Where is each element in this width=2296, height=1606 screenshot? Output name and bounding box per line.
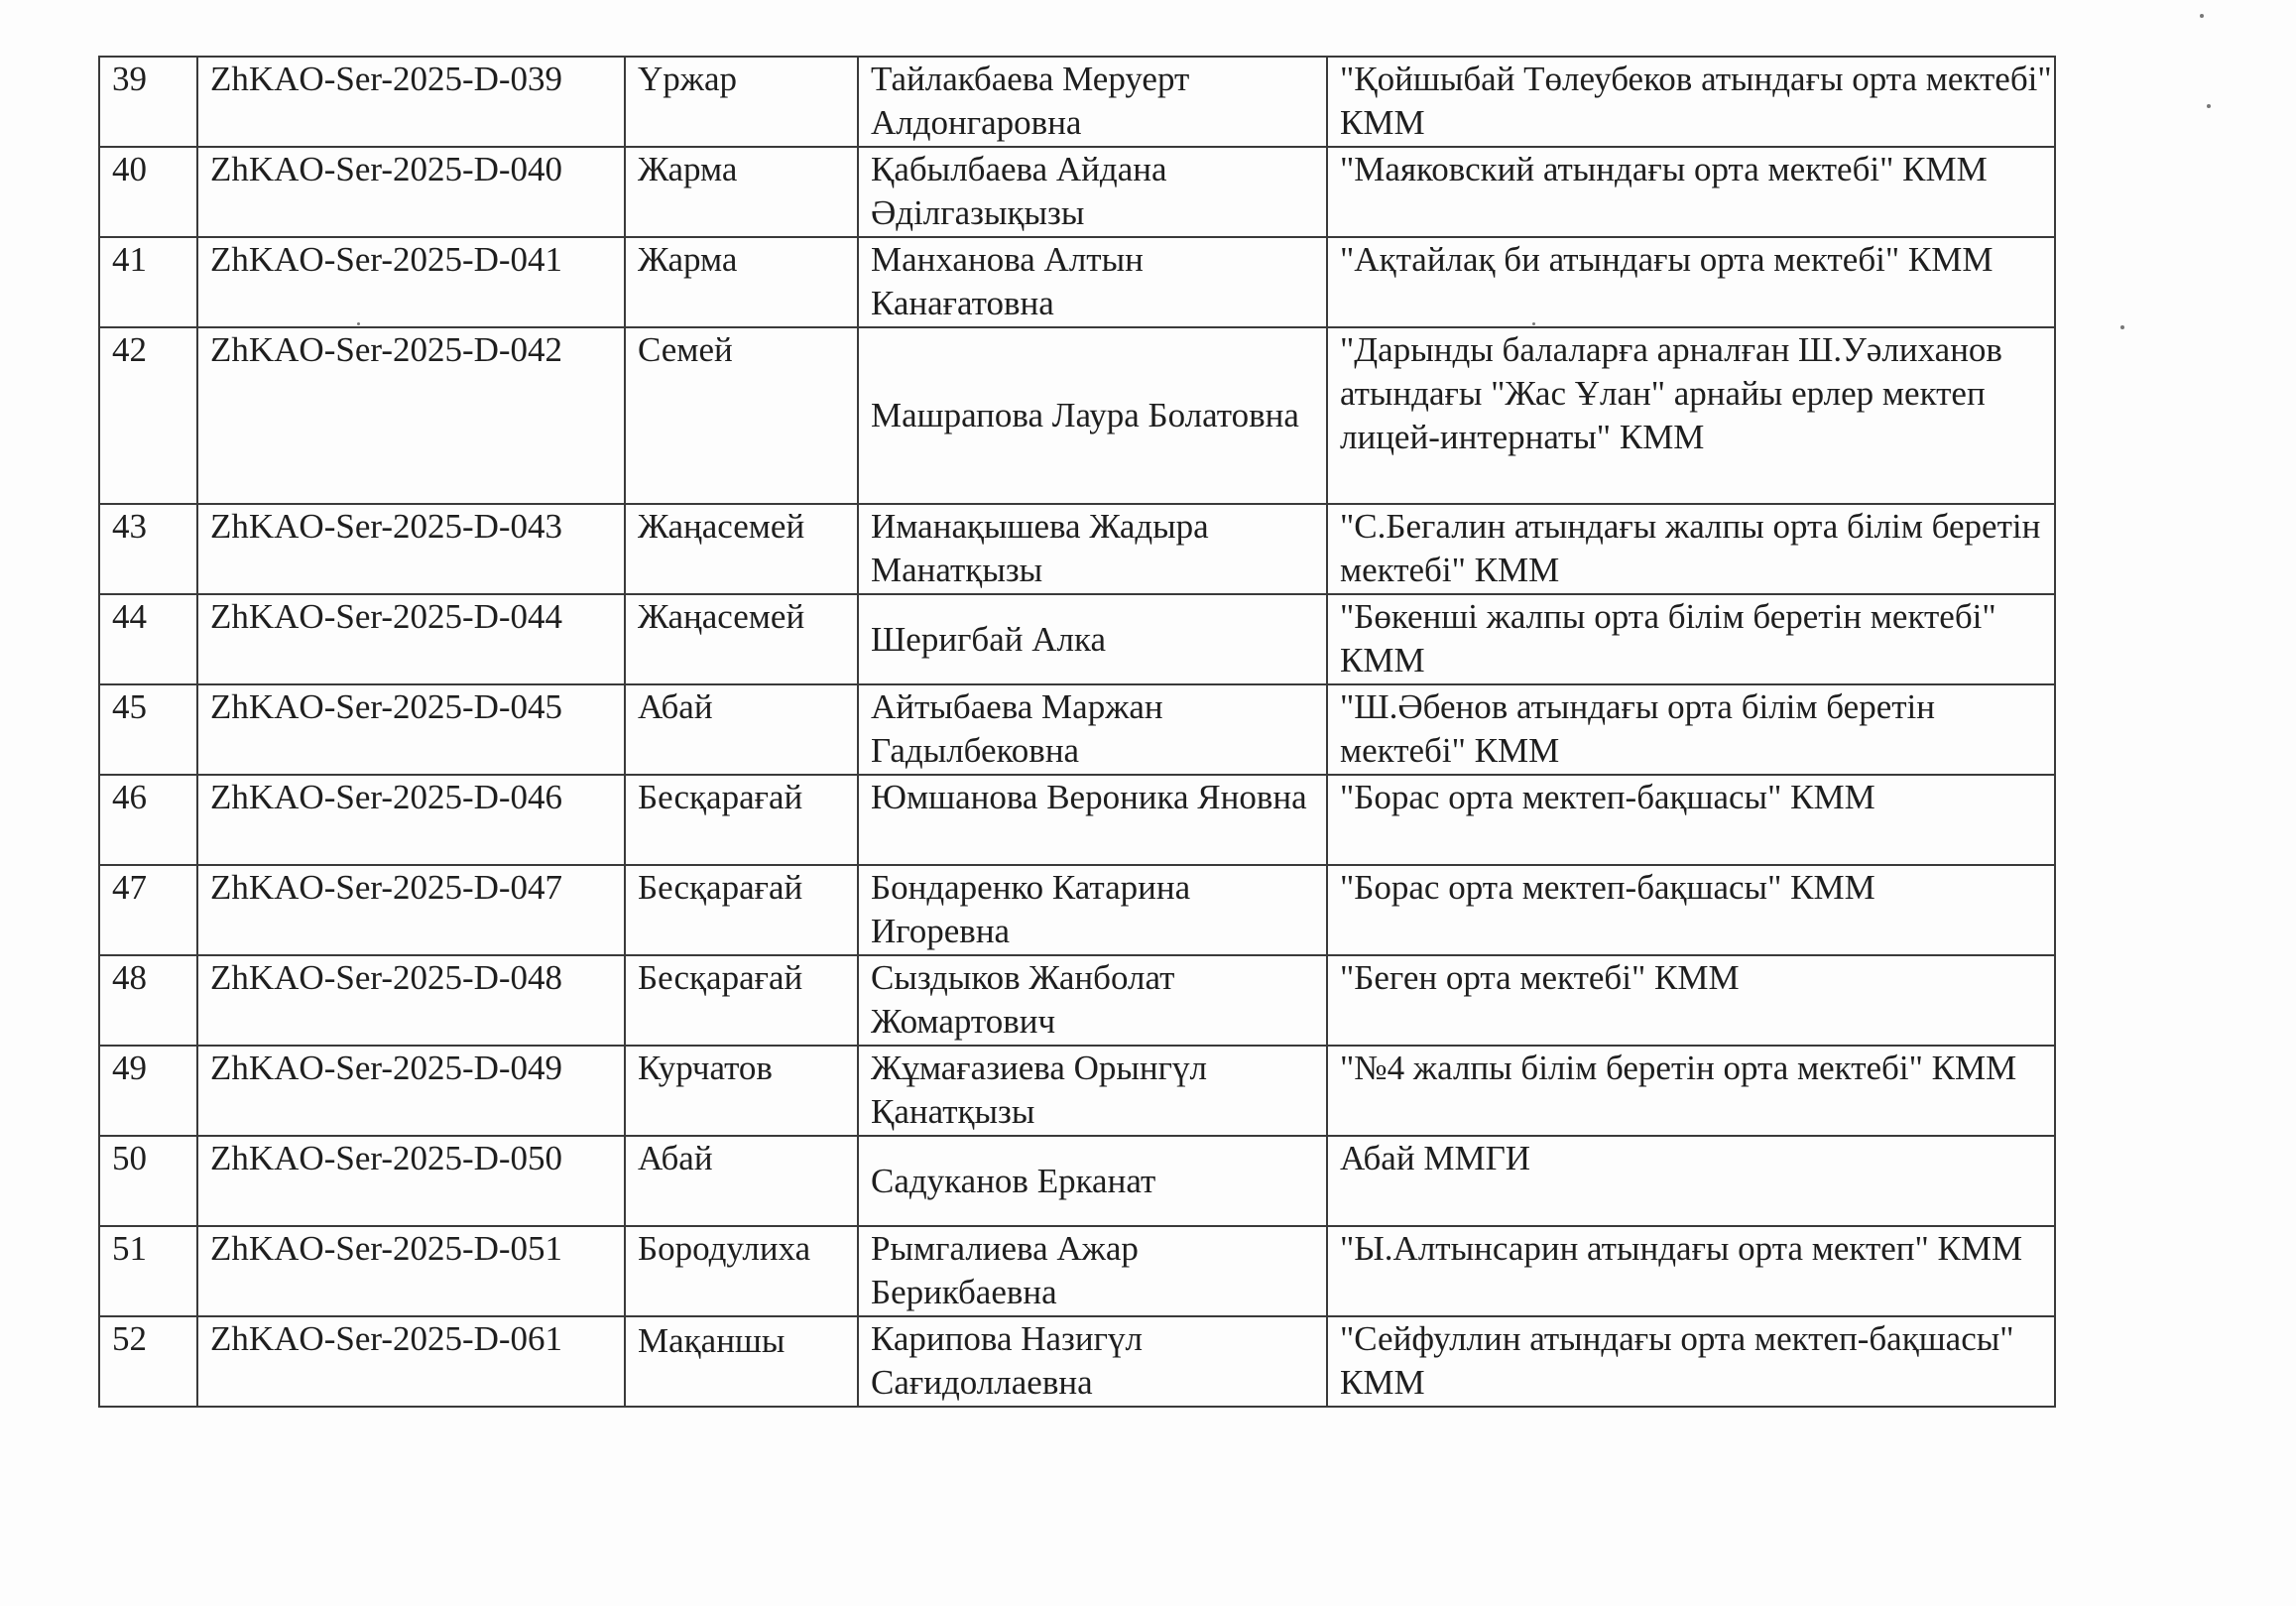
district: Жаңасемей: [625, 594, 858, 684]
row-number: 44: [99, 594, 197, 684]
table-row: [99, 237, 2055, 327]
organization: "№4 жалпы білім беретін орта мектебі" КММ: [1327, 1046, 2055, 1136]
full-name: Юмшанова Вероника Яновна: [858, 775, 1327, 865]
registration-code: ZhKAO-Ser-2025-D-051: [197, 1226, 625, 1316]
table-row: [99, 327, 2055, 504]
organization: "Маяковский атындағы орта мектебі" КММ: [1327, 147, 2055, 237]
full-name: Манханова Алтын Канағатовна: [858, 237, 1327, 327]
organization: "Қойшыбай Төлеубеков атындағы орта мектебі" КММ: [1327, 57, 2055, 147]
district: Мақаншы: [625, 1316, 858, 1407]
organization: Абай ММГИ: [1327, 1136, 2055, 1226]
table-row: [99, 147, 2055, 237]
organization: "Сейфуллин атындағы орта мектеп-бақшасы" КММ: [1327, 1316, 2055, 1407]
scan-speck: [2200, 14, 2204, 18]
registration-code: ZhKAO-Ser-2025-D-061: [197, 1316, 625, 1407]
district: Жарма: [625, 237, 858, 327]
organization: "С.Бегалин атындағы жалпы орта білім беретін мектебі" КММ: [1327, 504, 2055, 594]
full-name: Садуканов Ерканат: [858, 1136, 1327, 1226]
registration-code: ZhKAO-Ser-2025-D-046: [197, 775, 625, 865]
row-number: 49: [99, 1046, 197, 1136]
row-number: 52: [99, 1316, 197, 1407]
district: Бесқарағай: [625, 775, 858, 865]
row-number: 41: [99, 237, 197, 327]
full-name: Рымгалиева Ажар Берикбаевна: [858, 1226, 1327, 1316]
row-number: 50: [99, 1136, 197, 1226]
row-number: 48: [99, 955, 197, 1046]
row-number: 43: [99, 504, 197, 594]
district: Семей: [625, 327, 858, 504]
district: Жарма: [625, 147, 858, 237]
district: Бесқарағай: [625, 865, 858, 955]
full-name: Жұмағазиева Орынгүл Қанатқызы: [858, 1046, 1327, 1136]
row-number: 47: [99, 865, 197, 955]
registration-code: ZhKAO-Ser-2025-D-041: [197, 237, 625, 327]
scan-speck: [2120, 325, 2124, 329]
scan-speck: [357, 322, 360, 325]
district: Абай: [625, 1136, 858, 1226]
table-row: [99, 504, 2055, 594]
row-number: 46: [99, 775, 197, 865]
organization: "Борас орта мектеп-бақшасы" КММ: [1327, 865, 2055, 955]
organization: "Беген орта мектебі" КММ: [1327, 955, 2055, 1046]
district: Бородулиха: [625, 1226, 858, 1316]
registration-code: ZhKAO-Ser-2025-D-042: [197, 327, 625, 504]
participants-table: [98, 56, 2056, 1408]
registration-code: ZhKAO-Ser-2025-D-049: [197, 1046, 625, 1136]
registration-code: ZhKAO-Ser-2025-D-045: [197, 684, 625, 775]
full-name: Айтыбаева Маржан Гадылбековна: [858, 684, 1327, 775]
table-row: [99, 865, 2055, 955]
registration-code: ZhKAO-Ser-2025-D-040: [197, 147, 625, 237]
table-row: [99, 1046, 2055, 1136]
organization: "Дарынды балаларға арналған Ш.Уәлиханов атындағы "Жас Ұлан" арнайы ерлер мектеп лицей-интернаты" КММ: [1327, 327, 2055, 504]
scan-speck: [1532, 322, 1535, 325]
organization: "Ы.Алтынсарин атындағы орта мектеп" КММ: [1327, 1226, 2055, 1316]
registration-code: ZhKAO-Ser-2025-D-039: [197, 57, 625, 147]
organization: "Борас орта мектеп-бақшасы" КММ: [1327, 775, 2055, 865]
district: Курчатов: [625, 1046, 858, 1136]
full-name: Карипова Назигүл Сағидоллаевна: [858, 1316, 1327, 1407]
full-name: Бондаренко Катарина Игоревна: [858, 865, 1327, 955]
full-name: Тайлакбаева Меруерт Алдонгаровна: [858, 57, 1327, 147]
row-number: 45: [99, 684, 197, 775]
organization: "Бөкенші жалпы орта білім беретін мектебі" КММ: [1327, 594, 2055, 684]
full-name: Шеригбай Алка: [858, 594, 1327, 684]
row-number: 40: [99, 147, 197, 237]
row-number: 51: [99, 1226, 197, 1316]
district: Бесқарағай: [625, 955, 858, 1046]
table-row: [99, 775, 2055, 865]
table-row: [99, 594, 2055, 684]
full-name: Сыздыков Жанболат Жомартович: [858, 955, 1327, 1046]
registration-code: ZhKAO-Ser-2025-D-043: [197, 504, 625, 594]
registration-code: ZhKAO-Ser-2025-D-044: [197, 594, 625, 684]
full-name: Иманақышева Жадыра Манатқызы: [858, 504, 1327, 594]
registration-code: ZhKAO-Ser-2025-D-050: [197, 1136, 625, 1226]
row-number: 39: [99, 57, 197, 147]
scan-speck: [2207, 104, 2211, 108]
table-row: [99, 1316, 2055, 1407]
full-name: Қабылбаева Айдана Әділгазықызы: [858, 147, 1327, 237]
table-row: [99, 1136, 2055, 1226]
full-name: Машрапова Лаура Болатовна: [858, 327, 1327, 504]
district: Абай: [625, 684, 858, 775]
district: Жаңасемей: [625, 504, 858, 594]
table-row: [99, 955, 2055, 1046]
row-number: 42: [99, 327, 197, 504]
organization: "Ақтайлақ би атындағы орта мектебі" КММ: [1327, 237, 2055, 327]
registration-code: ZhKAO-Ser-2025-D-048: [197, 955, 625, 1046]
district: Үржар: [625, 57, 858, 147]
table-row: [99, 684, 2055, 775]
table-row: [99, 1226, 2055, 1316]
registration-code: ZhKAO-Ser-2025-D-047: [197, 865, 625, 955]
organization: "Ш.Әбенов атындағы орта білім беретін мектебі" КММ: [1327, 684, 2055, 775]
table-row: [99, 57, 2055, 147]
